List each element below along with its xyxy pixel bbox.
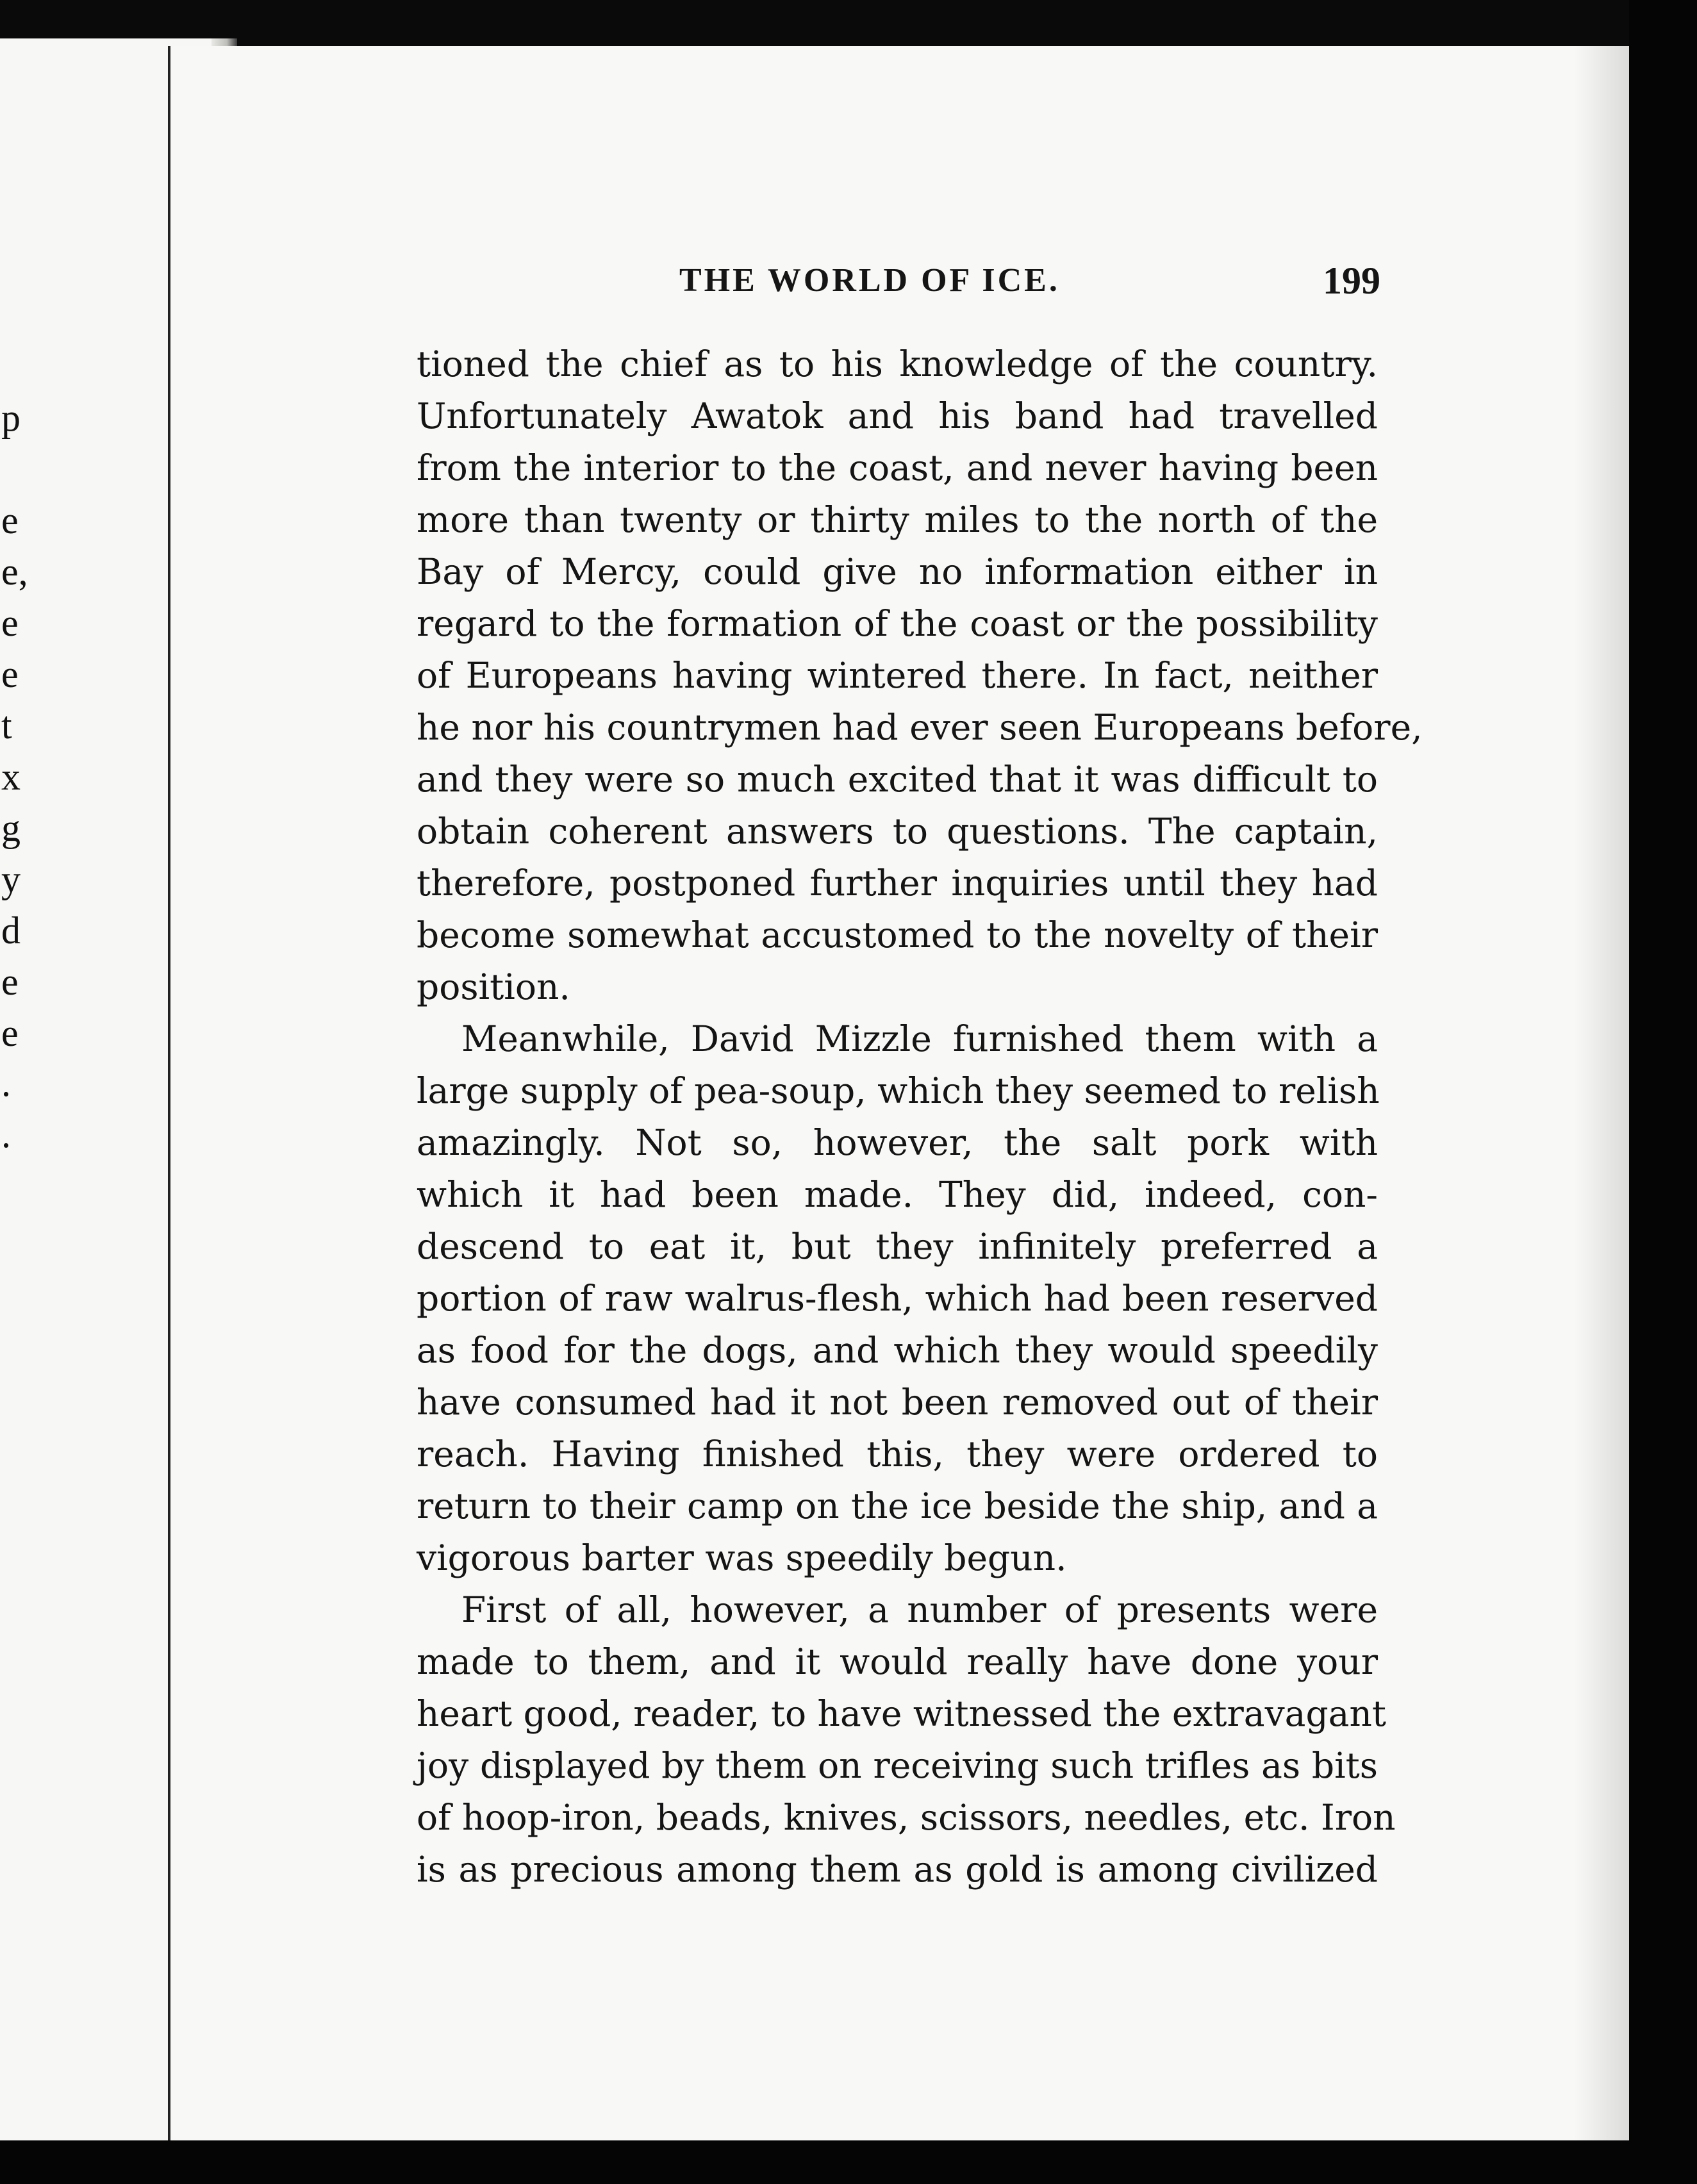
margin-fragment: e [1,499,19,542]
text-line: portion of raw walrus-flesh, which had been reserved [417,1278,1378,1319]
margin-fragment: g [1,807,21,849]
text-line: become somewhat accustomed to the novelty of their [417,914,1378,956]
paragraph [417,338,1423,1013]
scan-border-right [1629,0,1697,2184]
text-line: more than twenty or thirty miles to the north of the [417,499,1378,540]
text-line: obtain coherent answers to questions. The captain, [417,811,1378,852]
text-line: large supply of pea-soup, which they seemed to relish [417,1070,1380,1111]
text-line: regard to the formation of the coast or the possibility [417,603,1378,644]
text-line: Meanwhile, David Mizzle furnished them with a [461,1018,1378,1059]
margin-fragment: . [1,1062,11,1104]
text-line: amazingly. Not so, however, the salt pork with [417,1122,1378,1163]
margin-fragment: e, [1,550,28,593]
text-line: Bay of Mercy, could give no information either in [417,551,1378,592]
scan-border-bottom [0,2140,1697,2184]
text-line: vigorous barter was speedily begun. [417,1537,1067,1578]
text-line: as food for the dogs, and which they would speedily [417,1330,1378,1371]
margin-fragment: e [1,653,19,695]
paragraph [417,1013,1378,1584]
page-number: 199 [1323,260,1380,302]
margin-fragment: x [1,756,21,798]
text-line: from the interior to the coast, and never having been [417,447,1378,488]
margin-fragment: e [1,602,19,644]
text-line: position. [417,966,570,1007]
text-line: descend to eat it, but they infinitely preferred a [417,1226,1378,1267]
text-line: of Europeans having wintered there. In fact, neither [417,655,1378,696]
running-head: THE WORLD OF ICE. [679,262,1060,299]
margin-fragment: y [1,858,21,900]
margin-fragment: e [1,1012,19,1054]
margin-fragment: t [1,704,12,747]
margin-fragment: p [1,397,21,439]
text-line: joy displayed by them on receiving such trifles as bits [417,1745,1378,1786]
text-line: made to them, and it would really have done your [417,1641,1378,1682]
text-line: of hoop-iron, beads, knives, scissors, needles, etc. Iron [417,1797,1396,1838]
body-text [417,338,1423,1896]
paragraph [417,1584,1396,1896]
text-line: Unfortunately Awatok and his band had travelled [417,395,1378,436]
text-line: reach. Having finished this, they were ordered to [417,1434,1378,1475]
margin-fragment: . [1,1113,11,1155]
text-line: return to their camp on the ice beside the ship, and a [417,1485,1378,1526]
text-line: and they were so much excited that it was difficult to [417,759,1378,800]
margin-fragment: d [1,909,21,952]
text-line: therefore, postponed further inquiries until they had [417,863,1378,904]
text-line: he nor his countrymen had ever seen Europeans before, [417,707,1423,748]
margin-fragment: e [1,961,19,1003]
text-line: which it had been made. They did, indeed, con- [417,1174,1378,1215]
text-line: First of all, however, a number of presents were [461,1589,1378,1630]
text-line: is as precious among them as gold is among civilized [417,1849,1378,1890]
text-line: heart good, reader, to have witnessed the extravagant [417,1693,1386,1734]
text-line: tioned the chief as to his knowledge of the country. [417,343,1378,385]
text-line: have consumed had it not been removed out of their [417,1382,1378,1423]
